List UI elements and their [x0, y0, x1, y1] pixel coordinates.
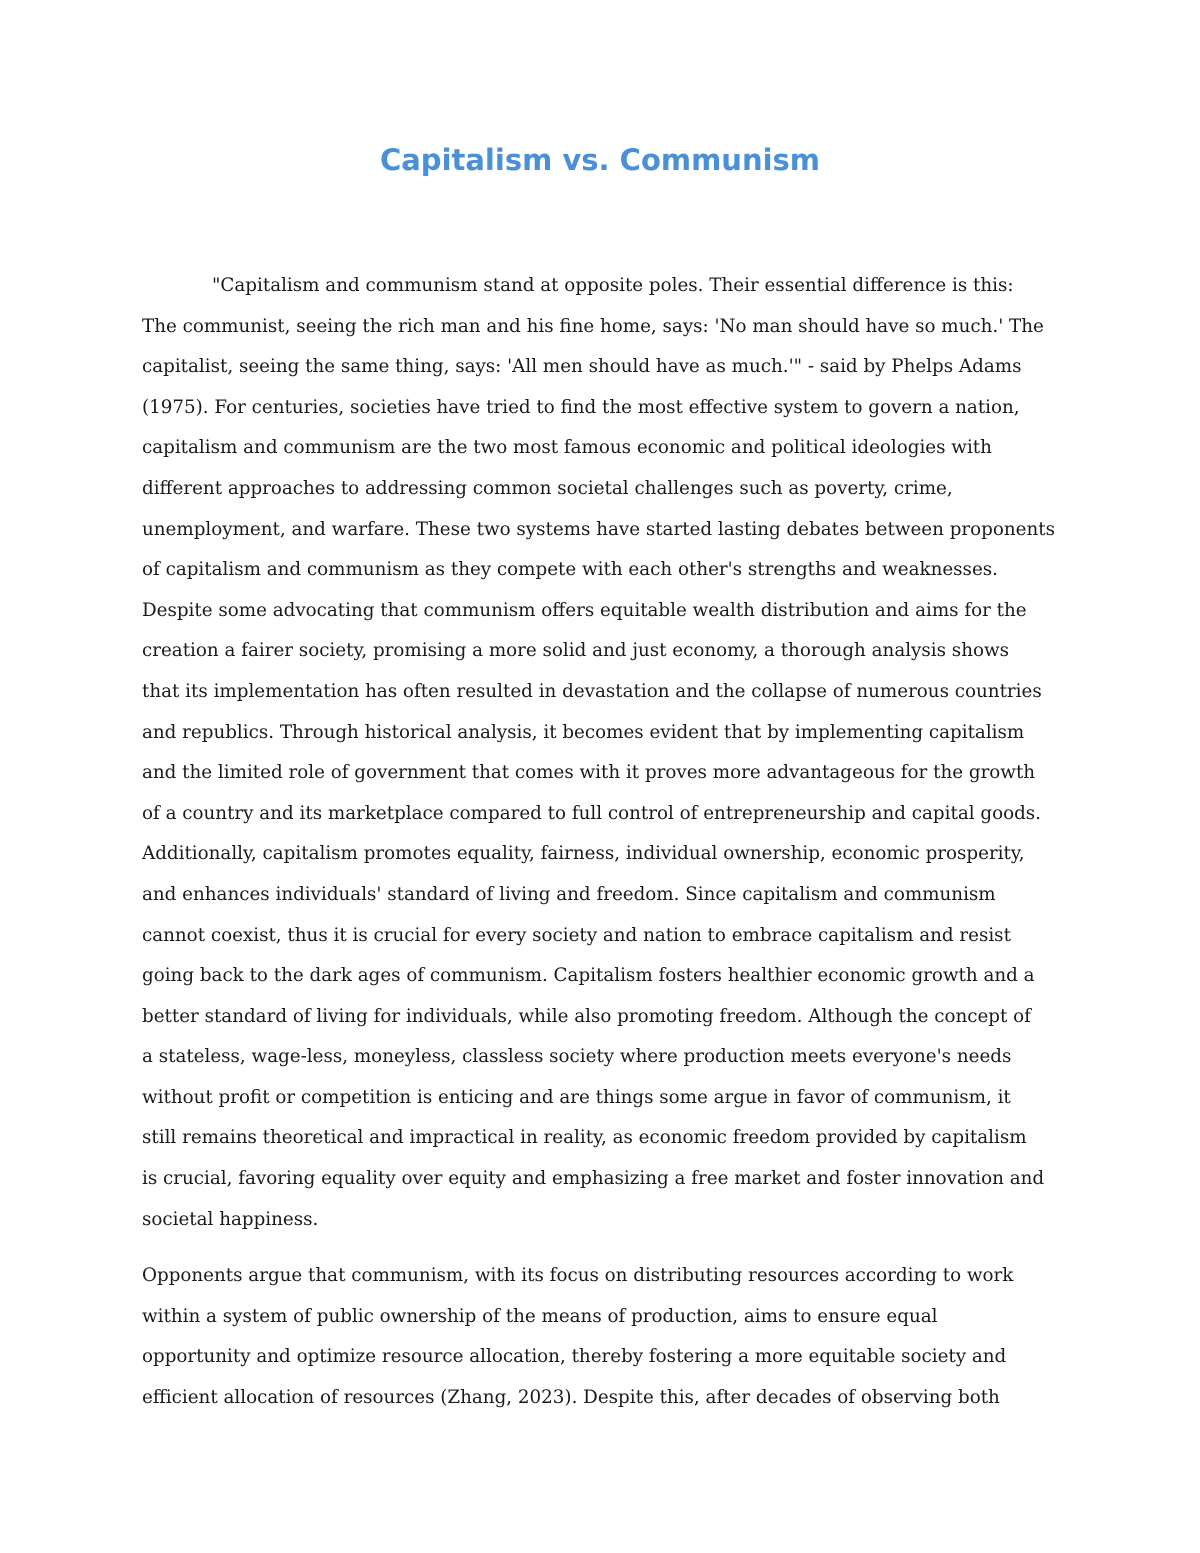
document-title: Capitalism vs. Communism — [379, 143, 821, 177]
paragraph-line: The communist, seeing the rich man and his fine home, says: 'No man should have so much.' The — [142, 315, 1044, 337]
paragraph-line: still remains theoretical and impractical in reality, as economic freedom provided by capitalism — [142, 1127, 1027, 1149]
paragraph-line: that its implementation has often resulted in devastation and the collapse of numerous countries — [142, 680, 1042, 702]
paragraph-line: Opponents argue that communism, with its focus on distributing resources according to work — [142, 1265, 1014, 1287]
document-body — [142, 266, 1062, 1419]
paragraph-line: within a system of public ownership of the means of production, aims to ensure equal — [142, 1305, 938, 1327]
paragraph-line: is crucial, favoring equality over equity and emphasizing a free market and foster innovation and — [142, 1168, 1045, 1190]
paragraph-line: going back to the dark ages of communism. Capitalism fosters healthier economic growth and a — [142, 965, 1035, 987]
paragraph-line: cannot coexist, thus it is crucial for every society and nation to embrace capitalism and resist — [142, 924, 1011, 946]
paragraph-line: "Capitalism and communism stand at opposite poles. Their essential difference is this: — [212, 275, 1014, 296]
paragraph-line: Despite some advocating that communism offers equitable wealth distribution and aims for the — [142, 599, 1027, 621]
paragraph-line: unemployment, and warfare. These two systems have started lasting debates between proponents — [142, 518, 1055, 540]
paragraph-line: and republics. Through historical analysis, it becomes evident that by implementing capitalism — [142, 721, 1025, 743]
paragraph-line: (1975). For centuries, societies have tried to find the most effective system to govern a nation, — [142, 396, 1020, 418]
paragraph-line: and the limited role of government that comes with it proves more advantageous for the growth — [142, 762, 1036, 784]
paragraph-line: better standard of living for individuals, while also promoting freedom. Although the concept of — [142, 1005, 1031, 1027]
paragraph-line: Additionally, capitalism promotes equality, fairness, individual ownership, economic prosperity, — [142, 843, 1025, 865]
paragraph-line: of capitalism and communism as they compete with each other's strengths and weaknesses. — [142, 559, 998, 581]
paragraph-line: opportunity and optimize resource allocation, thereby fostering a more equitable society and — [142, 1346, 1007, 1368]
paragraph-line: different approaches to addressing common societal challenges such as poverty, crime, — [142, 477, 953, 499]
paragraph-line: without profit or competition is enticing and are things some argue in favor of communism, it — [142, 1086, 1011, 1108]
paragraph-line: capitalism and communism are the two most famous economic and political ideologies with — [142, 437, 992, 459]
paragraph-line: a stateless, wage-less, moneyless, classless society where production meets everyone's needs — [142, 1046, 1012, 1068]
paragraph-2 — [142, 1256, 1062, 1418]
paragraph-line: efficient allocation of resources (Zhang, 2023). Despite this, after decades of observing both — [142, 1387, 1000, 1409]
paragraph-line: creation a fairer society, promising a more solid and just economy, a thorough analysis shows — [142, 640, 1010, 662]
paragraph-1 — [142, 266, 1062, 1240]
paragraph-line: capitalist, seeing the same thing, says: 'All men should have as much.'" - said by Phelps Adams — [142, 356, 1022, 378]
paragraph-line: and enhances individuals' standard of living and freedom. Since capitalism and communism — [142, 883, 996, 905]
paragraph-line: societal happiness. — [142, 1208, 319, 1230]
paragraph-line: of a country and its marketplace compared to full control of entrepreneurship and capital goods. — [142, 802, 1041, 824]
